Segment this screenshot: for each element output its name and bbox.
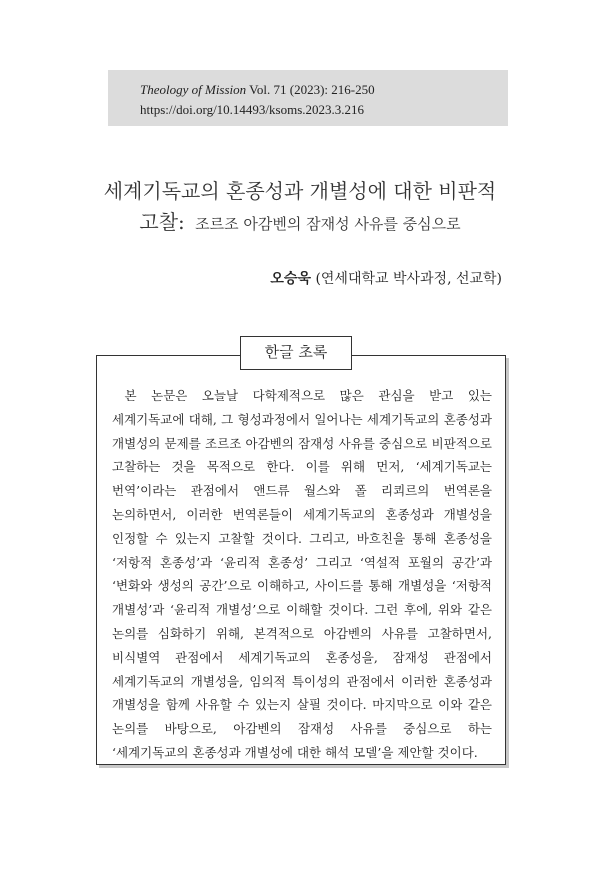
- paper-title-line1: 세계기독교의 혼종성과 개별성에 대한 비판적: [103, 179, 497, 203]
- journal-citation: [140, 80, 508, 100]
- paper-subtitle: 조르조 아감벤의 잠재성 사유를 중심으로: [195, 215, 461, 233]
- journal-name: Theology of Mission: [140, 82, 247, 97]
- author-line: [270, 268, 502, 288]
- author-affiliation: (연세대학교 박사과정, 선교학): [315, 271, 502, 287]
- journal-info-box: [108, 70, 508, 126]
- journal-volume: Vol. 71 (2023): 216-250: [246, 82, 375, 97]
- paper-title-line2: [60, 206, 540, 235]
- paper-title-main: 고찰:: [139, 210, 185, 234]
- abstract-heading: 한글 초록: [240, 336, 352, 370]
- abstract-body: 본 논문은 오늘날 다학제적으로 많은 관심을 받고 있는 세계기독교에 대해, 그 형성과정에서 일어나는 세계기독교의 혼종성과 개별성의 문제를 조르조 아감벤의 잠재성 사유를 중심으로 비판적으로 고찰하는 것을 목적으로 한다. 이를 위해 먼저, ‘세계기독교는 번역’이라는 관점에서 앤드류 월스와 폴 리쾨르의 번역론을 논의하면서, 이러한 번역론들이 세계기독교의 혼종성과 개별성을 인정할 수 있는지 고찰할 것이다. 그리고, 바흐친을 통해 혼종성을 ‘저항적 혼종성’과 ‘윤리적 혼종성’ 그리고 ‘역설적 포월의 공간’과 ‘변화와 생성의 공간’으로 이해하고, 사이드를 통해 개별성을 ‘저항적 개별성’과 ‘윤리적 개별성’으로 이해할 것이다. 그런 후에, 위와 같은 논의를 심화하기 위해, 본격적으로 아감벤의 사유를 고찰하면서, 비식별역 관점에서 세계기독교의 혼종성을, 잠재성 관점에서 세계기독교의 개별성을, 임의적 특이성의 관점에서 이러한 혼종성과 개별성을 함께 사유할 수 있는지 살필 것이다. 마지막으로 이와 같은 논의를 바탕으로, 아감벤의 잠재성 사유를 중심으로 하는 ‘세계기독교의 혼종성과 개별성에 대한 해석 모델’을 제안할 것이다.: [112, 388, 492, 760]
- author-name: 오승욱: [270, 271, 311, 287]
- journal-doi: https://doi.org/10.14493/ksoms.2023.3.216: [140, 102, 365, 117]
